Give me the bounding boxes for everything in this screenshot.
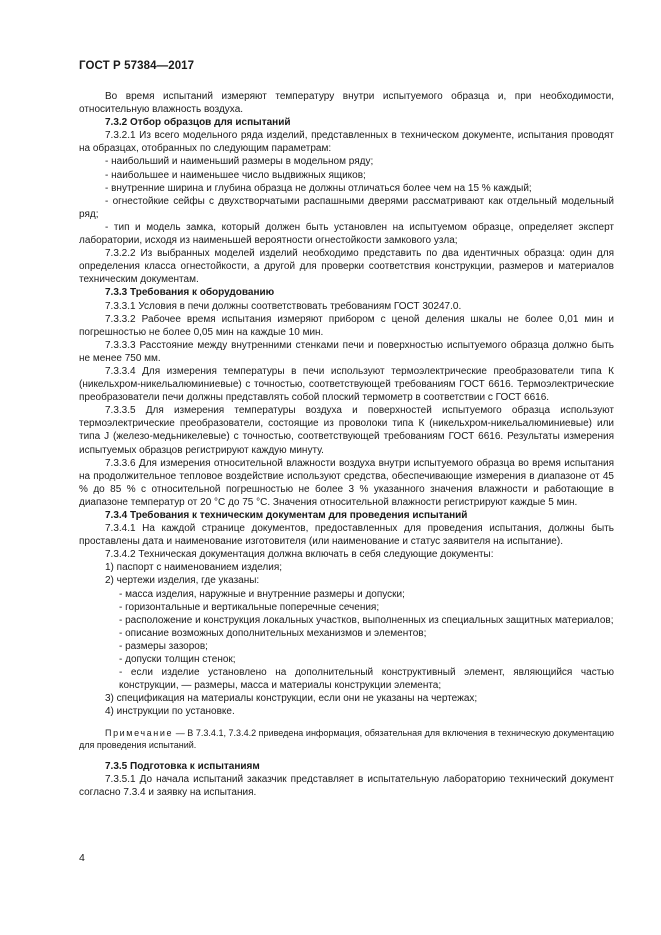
list-item: - если изделие установлено на дополнительный конструктивный элемент, являющийся частью конструкции, — размеры, масса и материалы конструкции элемента; <box>119 667 614 692</box>
paragraph: 7.3.4.1 На каждой странице документов, предоставленных для проведения испытания, должны быть проставлены дата и наименование изготовителя (или наименование и статус заявителя на испытание). <box>79 523 614 548</box>
list-item: - наибольший и наименьший размеры в модельном ряду; <box>105 156 374 168</box>
paragraph: 7.3.3.4 Для измерения температуры в печи используют термоэлектрические преобразователи типа К (никельхром-никельалюминиевые) с точностью, соответствующей требованиям ГОСТ 6616. Термоэлектрические преобразователи печи должны представлять собой плоский термометр в соответствии с ГОСТ 6616. <box>79 365 614 404</box>
page-body <box>79 90 614 799</box>
list-item: 3) спецификация на материалы конструкции, если они не указаны на чертежах; <box>105 693 478 705</box>
list-item: - внутренние ширина и глубина образца не должны отличаться более чем на 15 % каждый; <box>105 182 532 194</box>
section-heading: 7.3.4 Требования к техническим документам для проведения испытаний <box>105 510 468 521</box>
section-heading: 7.3.5 Подготовка к испытаниям <box>105 760 260 772</box>
list-item: - размеры зазоров; <box>119 640 208 652</box>
list-item: - тип и модель замка, который должен быть установлен на испытуемом образце, определяет эксперт лаборатории, исходя из наименьшей вероятности огнестойкости замкового узла; <box>79 221 614 247</box>
document-header: ГОСТ Р 57384—2017 <box>79 60 195 72</box>
list-item: - наибольшее и наименьшее число выдвижных ящиков; <box>105 169 366 181</box>
paragraph: 7.3.3.5 Для измерения температуры воздуха и поверхностей испытуемого образца используют термоэлектрические преобразователи, состоящие из проволоки типа К (никельхром-никельалюминиевые) или типа J (железо-медьникелевые) с точностью, соответствующей требованиям ГОСТ 6616. Результаты измерения испытуемых образцов регистрируют каждую минуту. <box>79 405 614 456</box>
list-item: - описание возможных дополнительных механизмов и элементов; <box>119 627 427 639</box>
paragraph: 7.3.3.2 Рабочее время испытания измеряют прибором с ценой деления шкалы не более 0,01 мин и погрешностью не более 0,05 мин на каждые 10 мин. <box>79 313 614 338</box>
paragraph: 7.3.3.1 Условия в печи должны соответствовать требованиям ГОСТ 30247.0. <box>105 300 462 312</box>
paragraph: 7.3.5.1 До начала испытаний заказчик представляет в испытательную лабораторию технический документ согласно 7.3.4 и заявку на испытания. <box>79 773 614 798</box>
paragraph: 7.3.2.2 Из выбранных моделей изделий необходимо представить по два идентичных образца: один для определения класса огнестойкости, а другой для проверки соответствия конструкции, размеров и материалов техническим документам. <box>79 248 614 286</box>
paragraph: 7.3.4.2 Техническая документация должна включать в себя следующие документы: <box>105 549 494 561</box>
paragraph: 7.3.3.6 Для измерения относительной влажности воздуха внутри испытуемого образца во время испытания на продолжительное тепловое воздействие используют средства, обеспечивающие измерения в диапазоне от 45 % до 85 % с относительной погрешностью не более 3 % указанного значения влажности и работающие в диапазоне температур от 20 °С до 75 °С. Значения относительной влажности регистрируют каждые 5 мин. <box>79 457 614 508</box>
list-item: 4) инструкции по установке. <box>105 706 235 718</box>
paragraph: Во время испытаний измеряют температуру внутри испытуемого образца и, при необходимости, относительную влажность воздуха. <box>79 91 614 116</box>
list-item: 2) чертежи изделия, где указаны: <box>105 575 260 587</box>
list-item: 1) паспорт с наименованием изделия; <box>105 562 283 574</box>
list-item: - огнестойкие сейфы с двухстворчатыми распашными дверями рассматривают как отдельный модельный ряд; <box>79 195 614 220</box>
list-item: - горизонтальные и вертикальные поперечные сечения; <box>119 601 380 613</box>
note-label: Примечание <box>105 727 174 738</box>
list-item: - допуски толщин стенок; <box>119 654 236 666</box>
list-item: - расположение и конструкция локальных участков, выполненных из специальных защитных материалов; <box>119 614 614 626</box>
paragraph: 7.3.3.3 Расстояние между внутренними стенками печи и поверхностью испытуемого образца должно быть не менее 750 мм. <box>79 339 614 364</box>
paragraph: 7.3.2.1 Из всего модельного ряда изделий, представленных в техническом документе, испытания проводят на образцах, отобранных по следующим параметрам: <box>79 130 614 155</box>
note-text: — В 7.3.4.1, 7.3.4.2 приведена информация, обязательная для включения в техническую документацию для проведения испытаний. <box>79 727 614 750</box>
page-number: 4 <box>79 852 85 864</box>
note <box>79 727 614 751</box>
section-heading: 7.3.2 Отбор образцов для испытаний <box>105 117 291 129</box>
list-item: - масса изделия, наружные и внутренние размеры и допуски; <box>119 588 405 600</box>
section-heading: 7.3.3 Требования к оборудованию <box>105 287 275 299</box>
